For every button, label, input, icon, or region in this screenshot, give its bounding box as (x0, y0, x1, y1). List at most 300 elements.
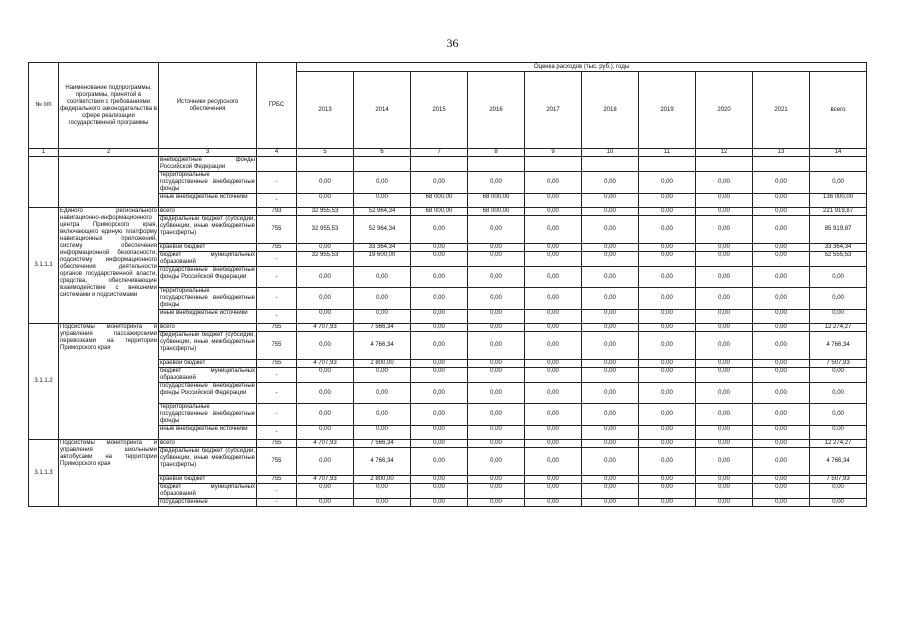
cost-value: 0,00 (468, 252, 525, 267)
cost-value: 0,00 (696, 310, 753, 324)
header-costs: Оценка расходов (тыс. руб.), годы (297, 63, 867, 72)
cost-value: 0,00 (468, 216, 525, 244)
funding-source: федеральный бюджет (субсидии, субвенции, иные межбюджетные трансферты) (159, 216, 257, 244)
page-number: 36 (446, 36, 459, 50)
cost-value: 0,00 (810, 484, 867, 499)
cost-value (810, 157, 867, 172)
cost-value: 0,00 (297, 332, 354, 360)
cost-value: 0,00 (753, 252, 810, 267)
cost-value: 0,00 (411, 383, 468, 404)
cost-value: 0,00 (810, 404, 867, 426)
header-grbs: ГРБС (257, 63, 297, 149)
cost-value: 0,00 (525, 324, 582, 332)
grbs-code: - (257, 426, 297, 440)
cost-value: 0,00 (696, 172, 753, 194)
cost-value: 0,00 (639, 368, 696, 383)
cost-value: 0,00 (468, 324, 525, 332)
cost-value: 0,00 (297, 368, 354, 383)
cost-value: 0,00 (582, 383, 639, 404)
cost-value: 0,00 (411, 368, 468, 383)
item-code (29, 157, 59, 208)
cost-value: 0,00 (639, 194, 696, 208)
cost-value: 0,00 (525, 368, 582, 383)
item-name (59, 157, 159, 208)
cost-value: 0,00 (696, 368, 753, 383)
cost-value: 0,00 (639, 252, 696, 267)
cost-value: 0,00 (753, 310, 810, 324)
cost-value: 0,00 (753, 499, 810, 507)
funding-source: краевой бюджет (159, 360, 257, 368)
cost-value: 0,00 (696, 448, 753, 476)
cost-value: 0,00 (582, 499, 639, 507)
table-row (29, 208, 867, 216)
table-row (29, 440, 867, 448)
cost-value: 0,00 (582, 216, 639, 244)
cost-value: 0,00 (810, 499, 867, 507)
cost-value: 4 707,93 (297, 476, 354, 484)
cost-value: 0,00 (297, 267, 354, 288)
column-index: 1 (29, 149, 59, 157)
cost-value: 0,00 (297, 448, 354, 476)
cost-value: 32 955,53 (297, 252, 354, 267)
cost-value (525, 157, 582, 172)
cost-value: 33 364,34 (354, 244, 411, 252)
cost-value: 0,00 (582, 310, 639, 324)
cost-value: 0,00 (297, 288, 354, 310)
cost-value: 0,00 (468, 172, 525, 194)
cost-value: 0,00 (810, 267, 867, 288)
grbs-code: - (257, 368, 297, 383)
cost-value: 0,00 (411, 426, 468, 440)
grbs-code: - (257, 383, 297, 404)
cost-value: 0,00 (468, 484, 525, 499)
funding-source: бюджет муниципальных образований (160, 368, 255, 381)
cost-value: 4 707,93 (297, 324, 354, 332)
cost-value: 0,00 (582, 426, 639, 440)
cost-value: 0,00 (753, 484, 810, 499)
cost-value: 0,00 (411, 484, 468, 499)
cost-value: 0,00 (639, 310, 696, 324)
funding-source: бюджет муниципальных образований (160, 252, 255, 265)
cost-value: 0,00 (696, 208, 753, 216)
cost-value: 0,00 (582, 332, 639, 360)
cost-value: 0,00 (582, 194, 639, 208)
cost-value: 0,00 (696, 499, 753, 507)
column-index: 14 (810, 149, 867, 157)
cost-value: 12 274,27 (810, 440, 867, 448)
header-year: 2016 (468, 72, 525, 149)
cost-value: 0,00 (525, 310, 582, 324)
cost-value: 0,00 (525, 476, 582, 484)
cost-value: 0,00 (411, 288, 468, 310)
cost-value: 0,00 (411, 499, 468, 507)
cost-value: 0,00 (411, 476, 468, 484)
funding-source: бюджет муниципальных образований (160, 484, 255, 497)
cost-value: 0,00 (525, 252, 582, 267)
cost-value: 68 000,00 (468, 208, 525, 216)
cost-value (297, 157, 354, 172)
cost-value: 0,00 (696, 484, 753, 499)
cost-value: 4 766,34 (354, 332, 411, 360)
cost-value: 4 766,34 (810, 332, 867, 360)
cost-value (354, 157, 411, 172)
funding-source: иные внебюджетные источники (159, 310, 257, 324)
cost-value: 0,00 (354, 368, 411, 383)
cost-value (582, 157, 639, 172)
cost-value: 0,00 (297, 310, 354, 324)
funding-source: государственные внебюджетные фонды Российской Федерации (159, 267, 257, 288)
cost-value: 4 766,34 (354, 448, 411, 476)
column-index: 6 (354, 149, 411, 157)
header-year: 2020 (696, 72, 753, 149)
grbs-code: - (257, 252, 297, 267)
column-index: 12 (696, 149, 753, 157)
column-index-row (29, 149, 867, 157)
funding-source: территориальные государственные внебюджетные фонды (160, 404, 255, 424)
funding-source: иные внебюджетные источники (159, 426, 257, 440)
cost-value: 0,00 (753, 383, 810, 404)
item-name: Единого регионального навигационно-информационного центра Приморского края, включающего единую платформу навигационных приложений, систему обеспечения информационной безопасности, подсистему информационного обеспечения деятельности органов государственной власти, средства, обеспечивающие взаимодействие с внешними системами и подсистемами (59, 208, 159, 324)
cost-value: 0,00 (582, 267, 639, 288)
cost-value: 0,00 (525, 360, 582, 368)
cost-value: 0,00 (297, 404, 354, 426)
cost-value: 0,00 (582, 368, 639, 383)
column-index: 10 (582, 149, 639, 157)
cost-value: 0,00 (525, 288, 582, 310)
cost-value: 221 919,87 (810, 208, 867, 216)
cost-value: 0,00 (582, 440, 639, 448)
funding-source: федеральный бюджет (субсидии, субвенции, иные межбюджетные трансферты) (159, 448, 257, 476)
table-header (29, 63, 867, 157)
cost-value: 0,00 (525, 172, 582, 194)
cost-value: 0,00 (297, 383, 354, 404)
cost-value: 0,00 (411, 172, 468, 194)
cost-value: 0,00 (468, 476, 525, 484)
cost-value: 0,00 (639, 267, 696, 288)
cost-value: 0,00 (525, 499, 582, 507)
cost-value: 0,00 (810, 368, 867, 383)
cost-value: 0,00 (411, 324, 468, 332)
cost-value: 0,00 (639, 324, 696, 332)
cost-value: 0,00 (639, 448, 696, 476)
cost-value: 0,00 (468, 440, 525, 448)
cost-value: 0,00 (297, 172, 354, 194)
cost-value: 0,00 (411, 216, 468, 244)
cost-value: 0,00 (696, 288, 753, 310)
cost-value: 0,00 (582, 448, 639, 476)
grbs-code (257, 157, 297, 172)
cost-value: 0,00 (582, 208, 639, 216)
cost-value: 4 766,34 (810, 448, 867, 476)
cost-value: 0,00 (810, 288, 867, 310)
cost-value: 0,00 (696, 267, 753, 288)
column-index: 3 (159, 149, 257, 157)
cost-value: 0,00 (525, 448, 582, 476)
cost-value: 0,00 (639, 383, 696, 404)
grbs-code: - (257, 404, 297, 426)
grbs-code: - (257, 267, 297, 288)
cost-value: 0,00 (582, 404, 639, 426)
table-body (29, 157, 867, 507)
item-name: Подсистемы мониторинга и управления пассажирскими перевозками на территории Приморского края (59, 324, 159, 440)
cost-value (411, 157, 468, 172)
cost-value: 0,00 (297, 244, 354, 252)
funding-source: государственные внебюджетные фонды Российской Федерации (159, 383, 257, 404)
header-year: 2018 (582, 72, 639, 149)
cost-value: 0,00 (411, 252, 468, 267)
cost-value: 0,00 (639, 440, 696, 448)
grbs-code: - (257, 288, 297, 310)
grbs-code: 755 (257, 440, 297, 448)
grbs-code: - (257, 172, 297, 194)
cost-value: 0,00 (810, 310, 867, 324)
cost-value: 0,00 (411, 404, 468, 426)
funding-source: территориальные государственные внебюджетные фонды (160, 172, 255, 192)
funding-source: государственные (159, 499, 257, 507)
cost-value: 0,00 (582, 244, 639, 252)
cost-value: 0,00 (696, 244, 753, 252)
column-index: 5 (297, 149, 354, 157)
cost-value: 0,00 (525, 208, 582, 216)
cost-value: 52 964,34 (354, 208, 411, 216)
cost-value: 0,00 (468, 368, 525, 383)
column-index: 2 (59, 149, 159, 157)
cost-value: 0,00 (639, 426, 696, 440)
grbs-code: - (257, 310, 297, 324)
cost-value: 0,00 (354, 484, 411, 499)
cost-value: 0,00 (753, 368, 810, 383)
cost-value: 0,00 (525, 332, 582, 360)
table-row (29, 324, 867, 332)
cost-value: 0,00 (639, 499, 696, 507)
cost-value: 0,00 (639, 332, 696, 360)
cost-value: 0,00 (354, 499, 411, 507)
cost-value: 0,00 (354, 267, 411, 288)
grbs-code: - (257, 484, 297, 499)
funding-source: территориальные государственные внебюджетные фонды (160, 288, 255, 308)
cost-value: 0,00 (696, 404, 753, 426)
cost-value: 0,00 (639, 476, 696, 484)
cost-value: 0,00 (525, 404, 582, 426)
column-index: 8 (468, 149, 525, 157)
header-year: 2014 (354, 72, 411, 149)
cost-value: 7 566,34 (354, 324, 411, 332)
cost-value: 0,00 (297, 426, 354, 440)
cost-value: 0,00 (582, 324, 639, 332)
grbs-code: - (257, 499, 297, 507)
cost-value: 0,00 (525, 194, 582, 208)
cost-value: 0,00 (525, 484, 582, 499)
cost-value: 0,00 (753, 288, 810, 310)
header-source: Источники ресурсного обеспечения (159, 63, 257, 149)
cost-value: 0,00 (639, 484, 696, 499)
cost-value: 0,00 (354, 172, 411, 194)
cost-value: 0,00 (411, 360, 468, 368)
grbs-code: 793 (257, 208, 297, 216)
grbs-code: - (257, 194, 297, 208)
item-code: 3.1.1.3 (29, 440, 59, 507)
cost-value: 52 964,34 (354, 216, 411, 244)
cost-value: 0,00 (753, 267, 810, 288)
cost-value: 68 000,00 (468, 194, 525, 208)
cost-value: 0,00 (468, 499, 525, 507)
cost-value: 0,00 (468, 288, 525, 310)
funding-source: иные внебюджетные источники (159, 194, 257, 208)
funding-source: федеральный бюджет (субсидии, субвенции, иные межбюджетные трансферты) (159, 332, 257, 360)
cost-value: 0,00 (525, 216, 582, 244)
cost-value: 0,00 (810, 426, 867, 440)
item-name: Подсистемы мониторинга и управления школьными автобусами на территории Приморского края (59, 440, 159, 507)
cost-value: 0,00 (696, 383, 753, 404)
cost-value: 0,00 (753, 426, 810, 440)
cost-value: 0,00 (411, 267, 468, 288)
cost-value: 7 507,93 (810, 360, 867, 368)
cost-value: 0,00 (468, 448, 525, 476)
cost-value: 0,00 (468, 332, 525, 360)
cost-value: 0,00 (753, 476, 810, 484)
cost-value: 68 000,00 (411, 208, 468, 216)
column-index: 13 (753, 149, 810, 157)
cost-value: 0,00 (411, 310, 468, 324)
cost-value: 0,00 (753, 404, 810, 426)
cost-value: 0,00 (468, 267, 525, 288)
cost-value: 0,00 (354, 310, 411, 324)
column-index: 9 (525, 149, 582, 157)
cost-value: 32 955,53 (297, 216, 354, 244)
header-year: всего (810, 72, 867, 149)
funding-source: краевой бюджет (159, 476, 257, 484)
cost-value: 2 800,00 (354, 360, 411, 368)
cost-value: 0,00 (468, 244, 525, 252)
cost-value: 0,00 (525, 267, 582, 288)
header-year: 2019 (639, 72, 696, 149)
column-index: 4 (257, 149, 297, 157)
cost-value: 0,00 (753, 208, 810, 216)
grbs-code: 755 (257, 244, 297, 252)
header-name: Наименование подпрограммы, программы, принятой в соответствии с требованиями федерального законодательства в сфере реализации государственной программы (59, 63, 159, 149)
cost-value: 0,00 (354, 404, 411, 426)
cost-value: 12 274,27 (810, 324, 867, 332)
cost-value: 0,00 (582, 288, 639, 310)
grbs-code: 755 (257, 476, 297, 484)
table-row (29, 157, 867, 172)
funding-source: всего (159, 440, 257, 448)
cost-value (696, 157, 753, 172)
cost-value: 0,00 (525, 440, 582, 448)
cost-value: 0,00 (753, 324, 810, 332)
funding-source: всего (159, 208, 257, 216)
cost-value: 0,00 (354, 426, 411, 440)
cost-value: 0,00 (297, 499, 354, 507)
cost-value: 0,00 (810, 383, 867, 404)
cost-value: 4 707,93 (297, 360, 354, 368)
cost-value: 0,00 (525, 383, 582, 404)
cost-value: 0,00 (696, 360, 753, 368)
cost-value: 0,00 (696, 216, 753, 244)
cost-value: 0,00 (525, 244, 582, 252)
funding-source: краевой бюджет (159, 244, 257, 252)
cost-value: 0,00 (696, 332, 753, 360)
grbs-code: 755 (257, 360, 297, 368)
cost-value (753, 157, 810, 172)
budget-table (28, 62, 867, 507)
cost-value: 19 600,00 (354, 252, 411, 267)
cost-value: 0,00 (525, 426, 582, 440)
cost-value: 0,00 (411, 244, 468, 252)
item-code: 3.1.1.2 (29, 324, 59, 440)
header-year: 2017 (525, 72, 582, 149)
cost-value: 0,00 (696, 426, 753, 440)
cost-value: 0,00 (639, 404, 696, 426)
cost-value: 0,00 (468, 404, 525, 426)
header-year: 2021 (753, 72, 810, 149)
cost-value: 68 000,00 (411, 194, 468, 208)
grbs-code: 755 (257, 324, 297, 332)
cost-value: 0,00 (696, 440, 753, 448)
header-year: 2013 (297, 72, 354, 149)
funding-source: всего (159, 324, 257, 332)
header-no: № п/п (29, 63, 59, 149)
item-code: 3.1.1.1 (29, 208, 59, 324)
cost-value: 0,00 (411, 332, 468, 360)
cost-value: 0,00 (468, 360, 525, 368)
cost-value: 0,00 (696, 194, 753, 208)
cost-value: 0,00 (696, 252, 753, 267)
cost-value: 4 707,93 (297, 440, 354, 448)
cost-value: 0,00 (354, 288, 411, 310)
cost-value (468, 157, 525, 172)
cost-value: 0,00 (582, 172, 639, 194)
cost-value: 0,00 (810, 172, 867, 194)
cost-value: 7 566,34 (354, 440, 411, 448)
cost-value: 0,00 (753, 216, 810, 244)
cost-value: 0,00 (354, 194, 411, 208)
cost-value: 0,00 (753, 360, 810, 368)
grbs-code: 755 (257, 216, 297, 244)
cost-value: 52 555,53 (810, 252, 867, 267)
cost-value: 0,00 (411, 440, 468, 448)
column-index: 11 (639, 149, 696, 157)
cost-value: 0,00 (297, 194, 354, 208)
cost-value: 2 800,00 (354, 476, 411, 484)
grbs-code: 755 (257, 332, 297, 360)
cost-value: 0,00 (639, 360, 696, 368)
cost-value: 0,00 (468, 426, 525, 440)
header-year: 2015 (411, 72, 468, 149)
cost-value: 0,00 (582, 484, 639, 499)
cost-value: 0,00 (753, 172, 810, 194)
cost-value: 0,00 (753, 440, 810, 448)
cost-value: 0,00 (639, 244, 696, 252)
cost-value: 0,00 (582, 252, 639, 267)
grbs-code: 755 (257, 448, 297, 476)
cost-value: 0,00 (411, 448, 468, 476)
cost-value: 33 364,34 (810, 244, 867, 252)
cost-value: 0,00 (582, 476, 639, 484)
cost-value: 136 000,00 (810, 194, 867, 208)
cost-value: 0,00 (582, 360, 639, 368)
cost-value: 0,00 (696, 324, 753, 332)
cost-value: 0,00 (753, 194, 810, 208)
column-index: 7 (411, 149, 468, 157)
cost-value: 0,00 (297, 484, 354, 499)
cost-value: 32 955,53 (297, 208, 354, 216)
cost-value: 85 919,87 (810, 216, 867, 244)
cost-value: 0,00 (753, 244, 810, 252)
cost-value: 0,00 (639, 288, 696, 310)
cost-value: 0,00 (468, 383, 525, 404)
cost-value (639, 157, 696, 172)
